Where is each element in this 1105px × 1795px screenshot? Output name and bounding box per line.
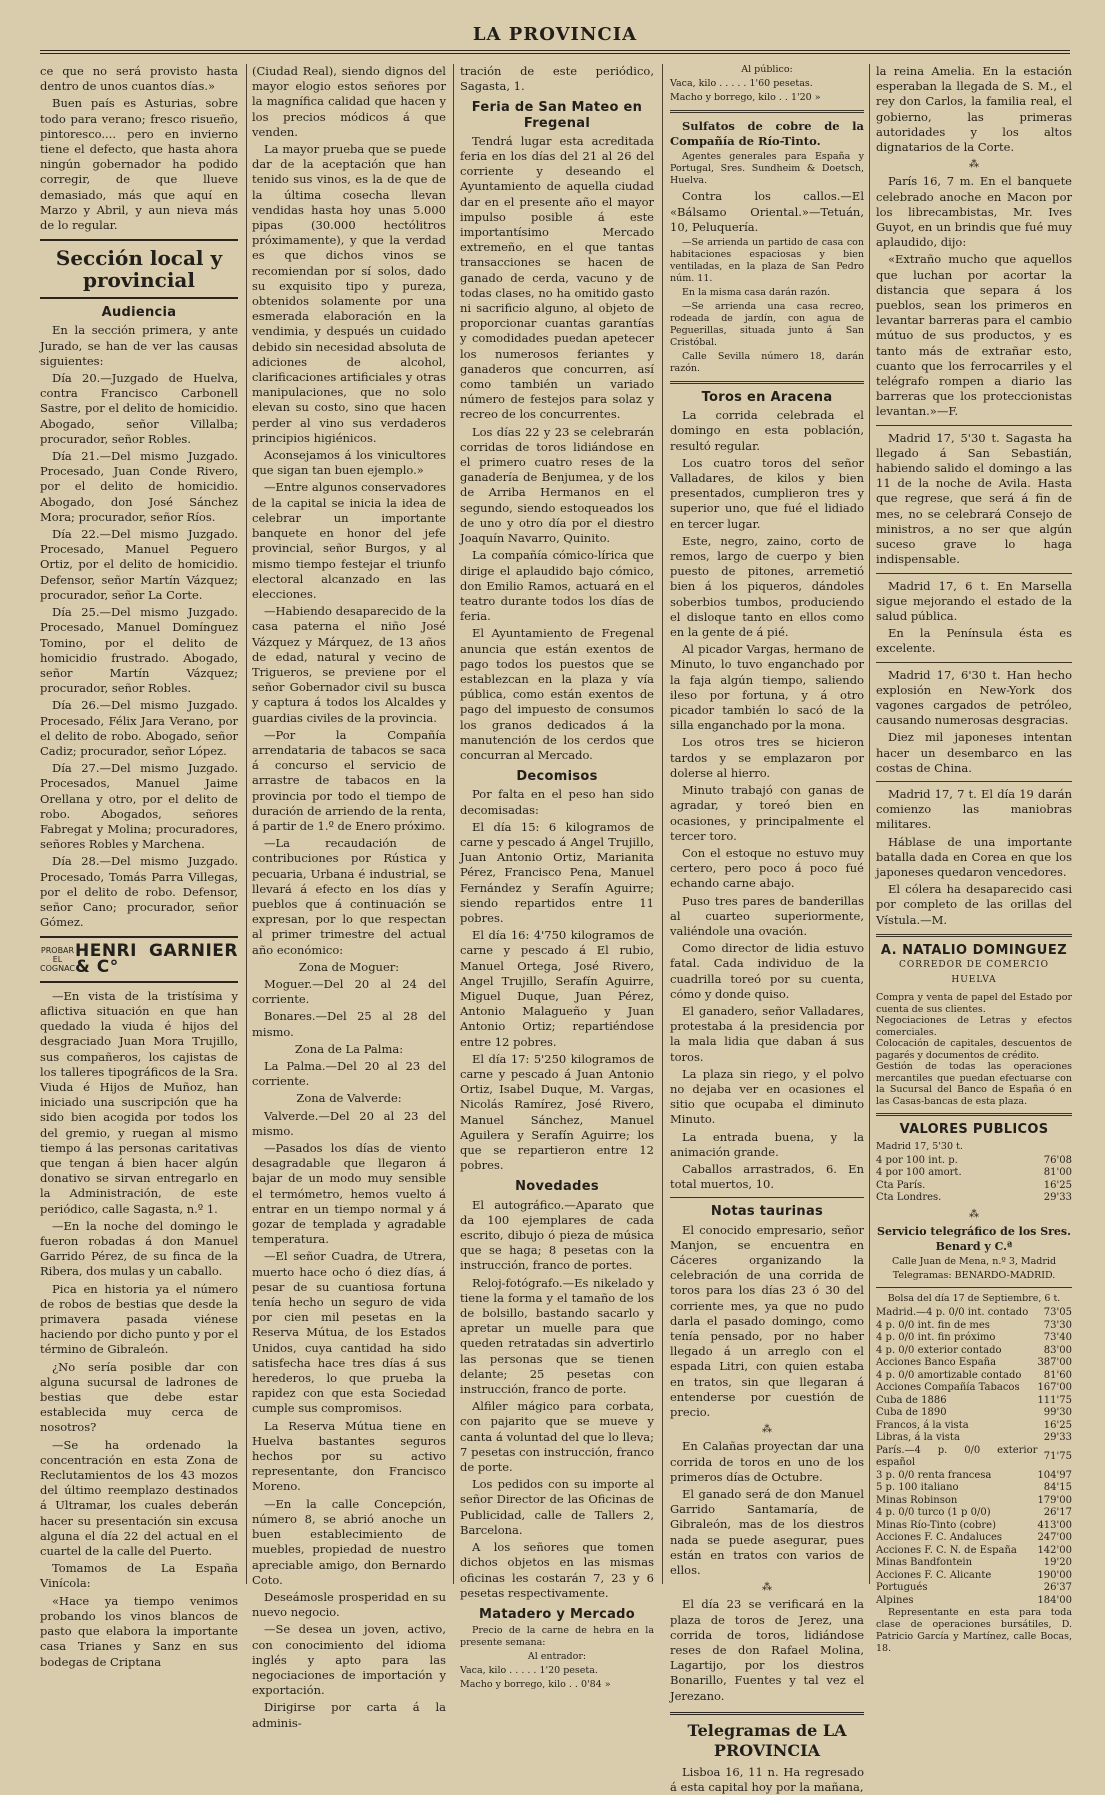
article-text: El ganadero, señor Valladares, protestaba á la presidencia por la mala lidia que daban á sus toros. [670, 1003, 864, 1064]
telegram: Lisboa 16, 11 n. Ha regresado á esta capital hoy por la mañana, [670, 1764, 864, 1795]
article-text: «Hace ya tiempo venimos probando los vinos blancos de pasto que elabora la importante casa Trianes y Sanz en sus bodegas de Criptana [40, 1593, 238, 1669]
service-telegram: Telegramas: BENARDO-MADRID. [892, 1270, 1056, 1282]
article-text: —Se desea un joven, activo, con conocimiento del idioma inglés y apto para las negociaciones de importación y exportación. [252, 1622, 446, 1698]
quote-row [876, 1395, 1072, 1408]
classified-ad: Sulfatos de cobre de la Compañía de Río-Tinto. [670, 119, 864, 149]
quote-value: 73'40 [1043, 1332, 1072, 1344]
quote-row [876, 1470, 1072, 1483]
quote-value: 73'30 [1043, 1319, 1072, 1331]
separator [876, 1287, 1072, 1288]
quote-label: Libras, á la vista [876, 1432, 960, 1444]
garnier-advert [40, 936, 238, 982]
quote-label: 4 por 100 amort. [876, 1167, 962, 1179]
article-text: En la sección primera, y ante Jurado, se han de ver las causas siguientes: [40, 323, 238, 368]
matadero-heading: Matadero y Mercado [479, 1606, 635, 1622]
valores-table [876, 1155, 1072, 1205]
quote-value: 142'00 [1037, 1544, 1072, 1556]
article-text: Alfiler mágico para corbata, con pajarito que se mueve y canta á voluntad del que lo lleva; 7 pesetas con instrucción, franco de porte. [460, 1399, 654, 1475]
court-case: Día 22.—Del mismo Juzgado. Procesado, Manuel Peguero Ortiz, por el delito de homicidio. Defensor, señor Martín Vázquez; procurador, señor La Corte. [40, 527, 238, 602]
masthead [40, 18, 1070, 54]
telegram: Diez mil japoneses intentan hacer un desembarco en las costas de China. [876, 730, 1072, 775]
telegram: El cólera ha desaparecido casi por completo de las orillas del Vístula.—M. [876, 882, 1072, 927]
quote-label: Madrid.—4 p. 0/0 int. contado [876, 1307, 1029, 1319]
asterism: ⁂ [762, 1424, 772, 1436]
price-subhead: Al público: [741, 64, 793, 75]
service-line: Colocación de capitales, descuentos de pagarés y documentos de crédito. [876, 1038, 1072, 1061]
article-text: —Entre algunos conservadores de la capital se inicia la idea de celebrar un importante banquete en honor del jefe provincial, señor Burgos, y al mismo tiempo festejar el triunfo electoral alcanzado en las elecciones. [252, 480, 446, 601]
telegram: En la Península ésta es excelente. [876, 626, 1072, 656]
quote-label: Cuba de 1886 [876, 1394, 947, 1406]
quote-value: 73'05 [1043, 1307, 1072, 1319]
quote-row [876, 1532, 1072, 1545]
article-text: El autográfico.—Aparato que da 100 ejemplares de cada escrito, dibujo ó pieza de música que se haga; 8 pesetas con la instrucción, franco de portes. [460, 1197, 654, 1273]
article-text: La Reserva Mútua tiene en Huelva bastantes seguros hechos por su activo representante, don Francisco Moreno. [252, 1418, 446, 1494]
quote-value: 81'00 [1043, 1167, 1072, 1179]
article-text: A los señores que tomen dichos objetos en las mismas oficinas les costarán 7, 23 y 6 pesetas respectivamente. [460, 1540, 654, 1600]
article-text: Reloj-fotógrafo.—Es nikelado y tiene la forma y el tamaño de los de bolsillo, bastando sacarlo y apretar un muelle para que queden retratadas sin advertirlo las personas que se tienen delante; 25 pesetas con instrucción, franco de porte. [460, 1275, 654, 1397]
zone-line: La Palma.—Del 20 al 23 del corriente. [252, 1059, 446, 1089]
quote-value: 29'33 [1043, 1432, 1072, 1444]
article-text: El día 23 se verificará en la plaza de toros de Jerez, una corrida de toros, lidiándose reses de don Rafael Molina, Lagartijo, por los diestros Bonarillo, Fuentes y tal vez el Jerezano. [670, 1597, 864, 1703]
quote-label: 4 p. 0/0 int. fin de mes [876, 1319, 990, 1331]
classified-ad: Contra los callos.—El «Bálsamo Oriental.»—Tetuán, 10, Peluquería. [670, 189, 864, 234]
footer-note: Representante en esta para toda clase de operaciones bursátiles, D. Patricio García y Martínez, calle Bocas, 18. [876, 1607, 1072, 1655]
quote-value: 111'75 [1037, 1394, 1072, 1406]
article-text: —El señor Cuadra, de Utrera, muerto hace ocho ó diez días, á pesar de su cuantiosa fortuna tenía hecho un seguro de vida por cien mil pesetas en la Reserva Mútua, de los Estados Unidos, cuya cantidad ha sido satisfecha hace tres días á sus herederos, lo que prueba la rapidez con que esta Sociedad cumple sus compromisos. [252, 1249, 446, 1416]
article-text: Aconsejamos á los vinicultores que sigan tan buen ejemplo.» [252, 448, 446, 478]
article-text: La compañía cómico-lírica que dirige el aplaudido bajo cómico, don Emilio Ramos, actuará en el teatro durante todos los días de feria. [460, 548, 654, 624]
court-case: Día 26.—Del mismo Juzgado. Procesado, Félix Jara Verano, por el delito de robo. Abogado, señor Cadiz; procurador, señor López. [40, 698, 238, 758]
service-line: Gestión de todas las operaciones mercantiles que puedan efectuarse con la Sucursal del Banco de España ó en las Casas-bancas de esta plaza. [876, 1061, 1072, 1107]
price-line: Vaca, kilo . . . . . 1'60 pesetas. [670, 78, 813, 89]
telegram: la reina Amelia. En la estación esperaban la llegada de S. M., el rey don Carlos, la familia real, el gobierno, las primeras autoridades y los altos dignatarios de la Corte. [876, 64, 1072, 155]
quote-value: 26'17 [1043, 1507, 1072, 1519]
quote-value: 76'08 [1043, 1154, 1072, 1166]
article-text: El ganado será de don Manuel Garrido Santamaría, de Gibraleón, mas de los diestros nada se puede asegurar, pues están en tratos con varios de ellos. [670, 1487, 864, 1578]
quote-value: 81'60 [1043, 1369, 1072, 1381]
article-text: tración de este periódico, Sagasta, 1. [460, 64, 654, 94]
quote-value: 167'00 [1037, 1382, 1072, 1394]
price-line: Macho y borrego, kilo . . 1'20 » [670, 92, 821, 103]
quote-row [876, 1307, 1072, 1320]
article-text: Puso tres pares de banderillas al cuarteo superiormente, valiéndole una ovación. [670, 893, 864, 938]
article-text: Como director de lidia estuvo fatal. Cada individuo de la cuadrilla toreó por su cuenta, cómo y donde quiso. [670, 941, 864, 1001]
classified-ad: En la misma casa darán razón. [682, 287, 831, 299]
article-text: —Habiendo desaparecido de la casa paterna el niño José Vázquez y Márquez, de 13 años de edad, natural y vecino de Trigueros, se previene por el señor Gobernador civil su busca y captura á todos los Alcaldes y guardias civiles de la provincia. [252, 604, 446, 725]
telegram: «Extraño mucho que aquellos que luchan por acortar la distancia que separa á los pueblos, sean los primeros en levantar barreras para el cambio mútuo de sus productos, y es tanto más de extrañar esto, cuanto que los ferrocarriles y el telégrafo rompen a diario las barreras que los proteccionistas levantan.»—F. [876, 252, 1072, 419]
advert-prefix: PROBAR EL COGNAC [40, 946, 75, 974]
bolsa-table [876, 1307, 1072, 1607]
service-line: Compra y venta de papel del Estado por cuenta de sus clientes. [876, 992, 1072, 1015]
quote-label: Francos, á la vista [876, 1419, 969, 1431]
quote-row [876, 1507, 1072, 1520]
column-divider [869, 64, 870, 1584]
broker-city: HUELVA [951, 975, 997, 986]
quote-label: Minas Robinson [876, 1494, 958, 1506]
broker-name: A. NATALIO DOMINGUEZ [880, 942, 1068, 958]
separator [876, 781, 1072, 782]
article-text: Minuto trabajó con ganas de agradar, y toreó bien en ocasiones, y principalmente el tercer toro. [670, 783, 864, 843]
quote-label: Minas Río-Tinto (cobre) [876, 1519, 996, 1531]
feria-heading: Feria de San Mateo en Fregenal [471, 100, 643, 131]
article-text: El día 15: 6 kilogramos de carne y pescado á Angel Trujillo, Juan Antonio Ortiz, Marianita Pérez, Francisco Pena, Manuel Fernández y Serafín Aguirre; siendo repartidos entre 11 pobres. [460, 819, 654, 925]
telegram: Madrid 17, 6'30 t. Han hecho explosión en New-York dos vagones cargados de petróleo, causando numerosas desgracias. [876, 667, 1072, 728]
article-text: Dirigirse por carta á la adminis- [252, 1700, 446, 1730]
article-text: Los cuatro toros del señor Valladares, de kilos y bien presentados, cumplieron tres y superior uno, que fué el lidiado en tercer lugar. [670, 455, 864, 531]
court-case: Día 25.—Del mismo Juzgado. Procesado, Manuel Domínguez Tomino, por el delito de homicidio frustrado. Abogado, señor Martín Vázquez; procurador, señor Robles. [40, 605, 238, 696]
quote-label: 4 por 100 int. p. [876, 1154, 958, 1166]
zone-line: Moguer.—Del 20 al 24 del corriente. [252, 976, 446, 1007]
zone-heading: Zona de Valverde: [296, 1091, 402, 1106]
separator [670, 110, 864, 113]
article-text: —La recaudación de contribuciones por Rústica y pecuaria, Urbana é industrial, se llevará á efecto en los días y pueblos que á continuación se expresan, por lo que respectan al primer trimestre del actual año económico: [252, 836, 446, 957]
quote-value: 179'00 [1037, 1494, 1072, 1506]
classified-ad: —Se arrienda una casa recreo, rodeada de jardín, con agua de Peguerillas, situada junto á San Cristóbal. [670, 301, 864, 349]
quote-row [876, 1357, 1072, 1370]
quote-row [876, 1155, 1072, 1168]
quote-value: 99'30 [1043, 1407, 1072, 1419]
classified-ad: Agentes generales para España y Portugal, Sres. Sundheim & Doetsch, Huelva. [670, 151, 864, 187]
court-case: Día 20.—Juzgado de Huelva, contra Francisco Carbonell Sastre, por el delito de homicidio. Abogado, señor Villalba; procurador, señor Robles. [40, 371, 238, 446]
court-case: Día 28.—Del mismo Juzgado. Procesado, Tomás Parra Villegas, por el delito de robo. Defensor, señor Cano; procurador, señor Gómez. [40, 854, 238, 930]
article-text: (Ciudad Real), siendo dignos del mayor elogio estos señores por la magnífica calidad que hacen y los precios módicos á que venden. [252, 64, 446, 139]
service-heading: Servicio telegráfico de los Sres. Benard y C.ª [877, 1224, 1071, 1253]
zone-line: Valverde.—Del 20 al 23 del mismo. [252, 1108, 446, 1138]
quote-label: Cta Londres. [876, 1192, 942, 1204]
valores-date: Madrid 17, 5'30 t. [876, 1140, 963, 1152]
article-text: Caballos arrastrados, 6. En total muertos, 10. [670, 1161, 864, 1192]
article-text: —En vista de la tristísima y aflictiva situación en que han quedado la viuda é hijos del desgraciado Juan Mora Trujillo, sus compañeros, los cajistas de los talleres tipográficos de la Sra. Viuda é Hijos de Muñoz, han iniciado una suscripción que ha sido bien acogida por todos los del gremio, y ruegan al mismo tiempo á las personas caritativas que tengan á bien hacer algún donativo se sirvan entregarlo en la Administración, de este periódico, calle Sagasta, n.º 1. [40, 988, 238, 1216]
telegrams-heading: Telegramas de LA PROVINCIA [670, 1712, 864, 1761]
column-3 [460, 64, 654, 1691]
quote-label: Acciones F. C. N. de España [876, 1544, 1017, 1556]
article-text: La entrada buena, y la animación grande. [670, 1129, 864, 1159]
article-text: La mayor prueba que se puede dar de la aceptación que han tenido sus vinos, es la de que de la última cosecha llevan vendidas hasta hoy unas 5.000 pipas (30.000 hectólitros próximamente), y que la verdad es que dichos vinos se recomiendan por sí solos, dado su exquisito tipo y pureza, obtenidos solamente por una esmerada elaboración en la vendimia, y después un cuidado debido sin necesidad absoluta de adiciones de alcohol, clarificaciones artificiales y otras manipulaciones, que no solo elevan su costo, sino que hacen perder al vino sus verdaderos principios higiénicos. [252, 142, 446, 445]
article-text: —Se ha ordenado la concentración en esta Zona de Reclutamientos de los 43 mozos del último reemplazo destinados á Ultramar, los cuales deberán hacer su presentación sin excusa alguna el día 22 del actual en el cuartel de la calle del Puerto. [40, 1437, 238, 1559]
quote-row [876, 1167, 1072, 1180]
classified-ad: Calle Sevilla número 18, darán razón. [670, 351, 864, 375]
zone-line: Bonares.—Del 25 al 28 del mismo. [252, 1009, 446, 1039]
quote-label: 4 p. 0/0 turco (1 p 0/0) [876, 1507, 991, 1519]
article-text: La plaza sin riego, y el polvo no dejaba ver en ocasiones el sitio que ocupaba el diminuto Minuto. [670, 1066, 864, 1127]
quote-row [876, 1332, 1072, 1345]
column-5 [876, 64, 1072, 1655]
article-text: Tendrá lugar esta acreditada feria en los días del 21 al 26 del corriente y deseando el Ayuntamiento de aquella ciudad dar en el presente año el mayor impulso posible á este importantísimo Mercado extremeño, en el que tantas transacciones se hacen de ganado de cerda, vacuno y de todas clases, no ha omitido gasto ni sacrificio alguno, al objeto de proporcionar cuantas garantías y comodidades puedan apetecer los numerosos feriantes y ganaderos que concurren, así como también un variado número de festejos para solaz y recreo de los concurrentes. [460, 133, 654, 422]
service-address: Calle Juan de Mena, n.º 3, Madrid [891, 1256, 1057, 1268]
column-divider [662, 64, 663, 1584]
asterism: ⁂ [762, 1582, 772, 1594]
quote-row [876, 1370, 1072, 1383]
telegram: Madrid 17, 7 t. El día 19 darán comienzo las maniobras militares. [876, 786, 1072, 832]
telegram: Madrid 17, 6 t. En Marsella sigue mejorando el estado de la salud pública. [876, 578, 1072, 623]
article-text: —En la noche del domingo le fueron robadas á don Manuel Garrido Pérez, de su finca de la Ribera, dos mulas y un caballo. [40, 1218, 238, 1279]
separator [876, 662, 1072, 663]
separator [670, 381, 864, 384]
quote-label: Acciones Compañía Tabacos [876, 1382, 1020, 1394]
article-text: En Calañas proyectan dar una corrida de toros en uno de los primeros días de Octubre. [670, 1439, 864, 1484]
quote-label: 5 p. 100 italiano [876, 1482, 959, 1494]
article-text: La corrida celebrada el domingo en esta población, resultó regular. [670, 408, 864, 453]
price-subhead: Al entrador: [527, 1651, 587, 1663]
quote-label: París.—4 p. 0/0 exterior español [876, 1444, 1038, 1469]
quote-row [876, 1595, 1072, 1608]
zone-heading: Zona de Moguer: [298, 959, 400, 974]
quote-row [876, 1180, 1072, 1193]
audiencia-heading: Audiencia [101, 305, 177, 321]
quote-row [876, 1495, 1072, 1508]
service-line: Negociaciones de Letras y efectos comerciales. [876, 1015, 1072, 1038]
decomisos-heading: Decomisos [516, 769, 598, 785]
article-text: Deseámosle prosperidad en su nuevo negocio. [252, 1589, 446, 1620]
separator [670, 1197, 864, 1198]
article-text: Buen país es Asturias, sobre todo para verano; fresco risueño, pintoresco.... pero en invierno tiene el defecto, que hasta ahora ningún gobernador ha podido corregir, de que llueve demasiado, más que aquí en Marzo y Abril, y aun nieva más de lo regular. [40, 96, 238, 233]
article-text: Tomamos de La España Vinícola: [40, 1561, 238, 1591]
quote-label: 4 p. 0/0 amortizable contado [876, 1369, 1022, 1381]
broker-services [876, 992, 1072, 1107]
quote-row [876, 1420, 1072, 1433]
quote-label: 4 p. 0/0 int. fin próximo [876, 1332, 996, 1344]
quote-row [876, 1382, 1072, 1395]
column-1 [40, 64, 238, 1669]
article-text: Con el estoque no estuvo muy certero, pero poco á poco fué echando carne abajo. [670, 845, 864, 891]
advert-brand: HENRI GARNIER & C° [74, 941, 238, 977]
court-case: Día 21.—Del mismo Juzgado. Procesado, Juan Conde Rivero, por el delito de homicidio. Abogado, don José Sánchez Mora; procurador, señor Ríos. [40, 449, 238, 524]
toros-heading: Toros en Aracena [701, 390, 833, 406]
quote-row [876, 1192, 1072, 1205]
quote-label: Acciones Banco España [876, 1357, 997, 1369]
article-text: El Ayuntamiento de Fregenal anuncia que están exentos de pago todos los puestos que se establezcan en la plaza y vía pública, como están exentos de pago del impuesto de consumos los granos dedicados á la manutención de los cerdos que concurran al Mercado. [460, 626, 654, 762]
article-text: —Pasados los días de viento desagradable que llegaron á bajar de un modo muy sensible el termómetro, hemos vuelto á entrar en un tiempo normal y á gozar de templada y agradable temperatura. [252, 1141, 446, 1247]
quote-value: 387'00 [1037, 1357, 1072, 1369]
broker-title: CORREDOR DE COMERCIO [899, 959, 1049, 970]
column-2 [252, 64, 446, 1730]
quote-value: 83'00 [1043, 1344, 1072, 1356]
quote-value: 104'97 [1037, 1469, 1072, 1481]
quote-label: Cuba de 1890 [876, 1407, 947, 1419]
quote-label: Cta París. [876, 1179, 926, 1191]
article-text: El día 17: 5'250 kilogramos de carne y pescado á Juan Antonio Ortiz, Isabel Duque, M. Vargas, Nicolás Ramírez, José Rivero, Manuel Sánchez, Manuel Aguilera y Serafín Aguirre; los que se repartieron entre 12 pobres. [460, 1051, 654, 1173]
quote-row [876, 1545, 1072, 1558]
quote-row [876, 1570, 1072, 1583]
zone-heading: Zona de La Palma: [294, 1041, 404, 1056]
quote-value: 16'25 [1043, 1179, 1072, 1191]
novedades-heading: Novedades [515, 1179, 599, 1195]
quote-row [876, 1407, 1072, 1420]
separator [876, 1113, 1072, 1116]
article-text: ¿No sería posible dar con alguna sucursal de ladrones de bestias que debe estar establecida muy cerca de nosotros? [40, 1359, 238, 1435]
notas-heading: Notas taurinas [710, 1204, 824, 1220]
quote-value: 26'37 [1043, 1582, 1072, 1594]
article-text: ce que no será provisto hasta dentro de unos cuantos días.» [40, 64, 238, 94]
quote-value: 71'75 [1043, 1450, 1072, 1462]
broker-advert [876, 943, 1072, 989]
quote-label: Portugués [876, 1582, 928, 1594]
newspaper-title: LA PROVINCIA [472, 24, 638, 45]
article-text: El conocido empresario, señor Manjon, se encuentra en Cáceres organizando la celebración de una corrida de toros para los días 23 ó 30 del corriente mes, ya que no pudo darla el pasado domingo, como tenía pensado, por no haber llegado á un arreglo con el espada Litri, con quien estaba en tratos, sin que llegaran á entenderse por cuestión de precio. [670, 1222, 864, 1420]
telegram: París 16, 7 m. En el banquete celebrado anoche en Macon por los librecambistas, Mr. Ives Guyot, en un brindis que fué muy aplaudido, dijo: [876, 174, 1072, 250]
quote-value: 184'00 [1037, 1594, 1072, 1606]
classified-ad: —Se arrienda un partido de casa con habitaciones espaciosas y bien ventiladas, en la plaza de San Pedro núm. 11. [670, 237, 864, 285]
article-text: Pica en historia ya el número de robos de bestias que desde la primavera pasada viénese haciendo por dicho punto y por el término de Gibraleón. [40, 1281, 238, 1357]
quote-label: 3 p. 0/0 renta francesa [876, 1469, 992, 1481]
quote-value: 413'00 [1037, 1519, 1072, 1531]
valores-heading: VALORES PUBLICOS [899, 1122, 1049, 1138]
quote-value: 16'25 [1043, 1419, 1072, 1431]
column-divider [246, 64, 247, 1584]
quote-row [876, 1432, 1072, 1445]
quote-row [876, 1445, 1072, 1470]
article-text: Los días 22 y 23 se celebrarán corridas de toros lidiándose en el primero cuatro reses de la ganadería de Benjumea, y de los de Arriba Hermanos en el segundo, siendo estoqueados los de uno y otro día por el diestro Joaquín Navarro, Quinito. [460, 424, 654, 546]
separator [876, 934, 1072, 937]
quote-row [876, 1582, 1072, 1595]
quote-label: Minas Bandfontein [876, 1557, 973, 1569]
quote-value: 247'00 [1037, 1532, 1072, 1544]
quote-row [876, 1557, 1072, 1570]
column-divider [453, 64, 454, 1584]
article-text: Al picador Vargas, hermano de Minuto, lo tuvo enganchado por la faja algún tiempo, saliendo ileso por fortuna, y á otro picador también lo sacó de la silla enganchado por la mona. [670, 642, 864, 733]
asterism: ⁂ [969, 1208, 979, 1220]
asterism: ⁂ [969, 159, 979, 171]
bolsa-heading: Bolsa del día 17 de Septiembre, 6 t. [887, 1293, 1061, 1305]
separator [876, 425, 1072, 426]
quote-label: Acciones F. C. Andaluces [876, 1532, 1003, 1544]
telegram: Madrid 17, 5'30 t. Sagasta ha llegado á San Sebastián, habiendo salido el domingo a las 11 de la noche de Avila. Hasta que regrese, que será á fin de mes, no se celebrará Consejo de ministros, a no ser que algún suceso grave lo haga indispensable. [876, 430, 1072, 567]
section-heading: Sección local y provincial [40, 239, 238, 299]
column-4 [670, 64, 864, 1795]
quote-value: 19'20 [1043, 1557, 1072, 1569]
quote-row [876, 1482, 1072, 1495]
telegram: Háblase de una importante batalla dada en Corea en que los japoneses quedaron vencedores. [876, 834, 1072, 879]
quote-label: Acciones F. C. Alicante [876, 1569, 992, 1581]
quote-label: 4 p. 0/0 exterior contado [876, 1344, 1002, 1356]
article-text: Este, negro, zaino, corto de remos, largo de cuerpo y bien puesto de pitones, arremetió bien á los piqueros, dándoles soberbios tumbos, produciendo el disloque tanto en ellos como en la gente de á pié. [670, 533, 864, 640]
separator [876, 573, 1072, 574]
article-text: Los pedidos con su importe al señor Director de las Oficinas de Publicidad, calle de Tallers 2, Barcelona. [460, 1477, 654, 1537]
quote-value: 29'33 [1043, 1192, 1072, 1204]
quote-row [876, 1345, 1072, 1358]
article-text: Los otros tres se hicieron tardos y se emplazaron por dolerse al hierro. [670, 735, 864, 780]
price-line: Vaca, kilo . . . . . 1'20 peseta. [460, 1665, 598, 1677]
quote-value: 190'00 [1037, 1569, 1072, 1581]
quote-label: Alpines [876, 1594, 914, 1606]
article-text: —Por la Compañía arrendataria de tabacos se saca á concurso el servicio de arrastre de tabacos en la provincia por todo el tiempo de duración de arriendo de la renta, á partir de 1.º de Enero próximo. [252, 727, 446, 833]
quote-value: 84'15 [1043, 1482, 1072, 1494]
quote-row [876, 1520, 1072, 1533]
price-line: Macho y borrego, kilo . . 0'84 » [460, 1679, 611, 1691]
court-case: Día 27.—Del mismo Juzgado. Procesados, Manuel Jaime Orellana y otro, por el delito de robo. Abogados, señores Fabregat y Molina; procuradores, señores Robles y Marchena. [40, 761, 238, 852]
quote-row [876, 1320, 1072, 1333]
article-text: El día 16: 4'750 kilogramos de carne y pescado á El rubio, Manuel Ortega, José Rivero, Angel Trujillo, Serafín Aguirre, Miguel Duque, Juan Pérez, Antonio Malagueño y Juan Antonio Ortiz; repartiéndose entre 12 pobres. [460, 928, 654, 1049]
price-note: Precio de la carne de hebra en la presente semana: [460, 1625, 654, 1649]
article-text: —En la calle Concepción, número 8, se abrió anoche un buen establecimiento de muebles, propiedad de nuestro apreciable amigo, don Bernardo Coto. [252, 1496, 446, 1587]
article-text: Por falta en el peso han sido decomisadas: [460, 787, 654, 817]
